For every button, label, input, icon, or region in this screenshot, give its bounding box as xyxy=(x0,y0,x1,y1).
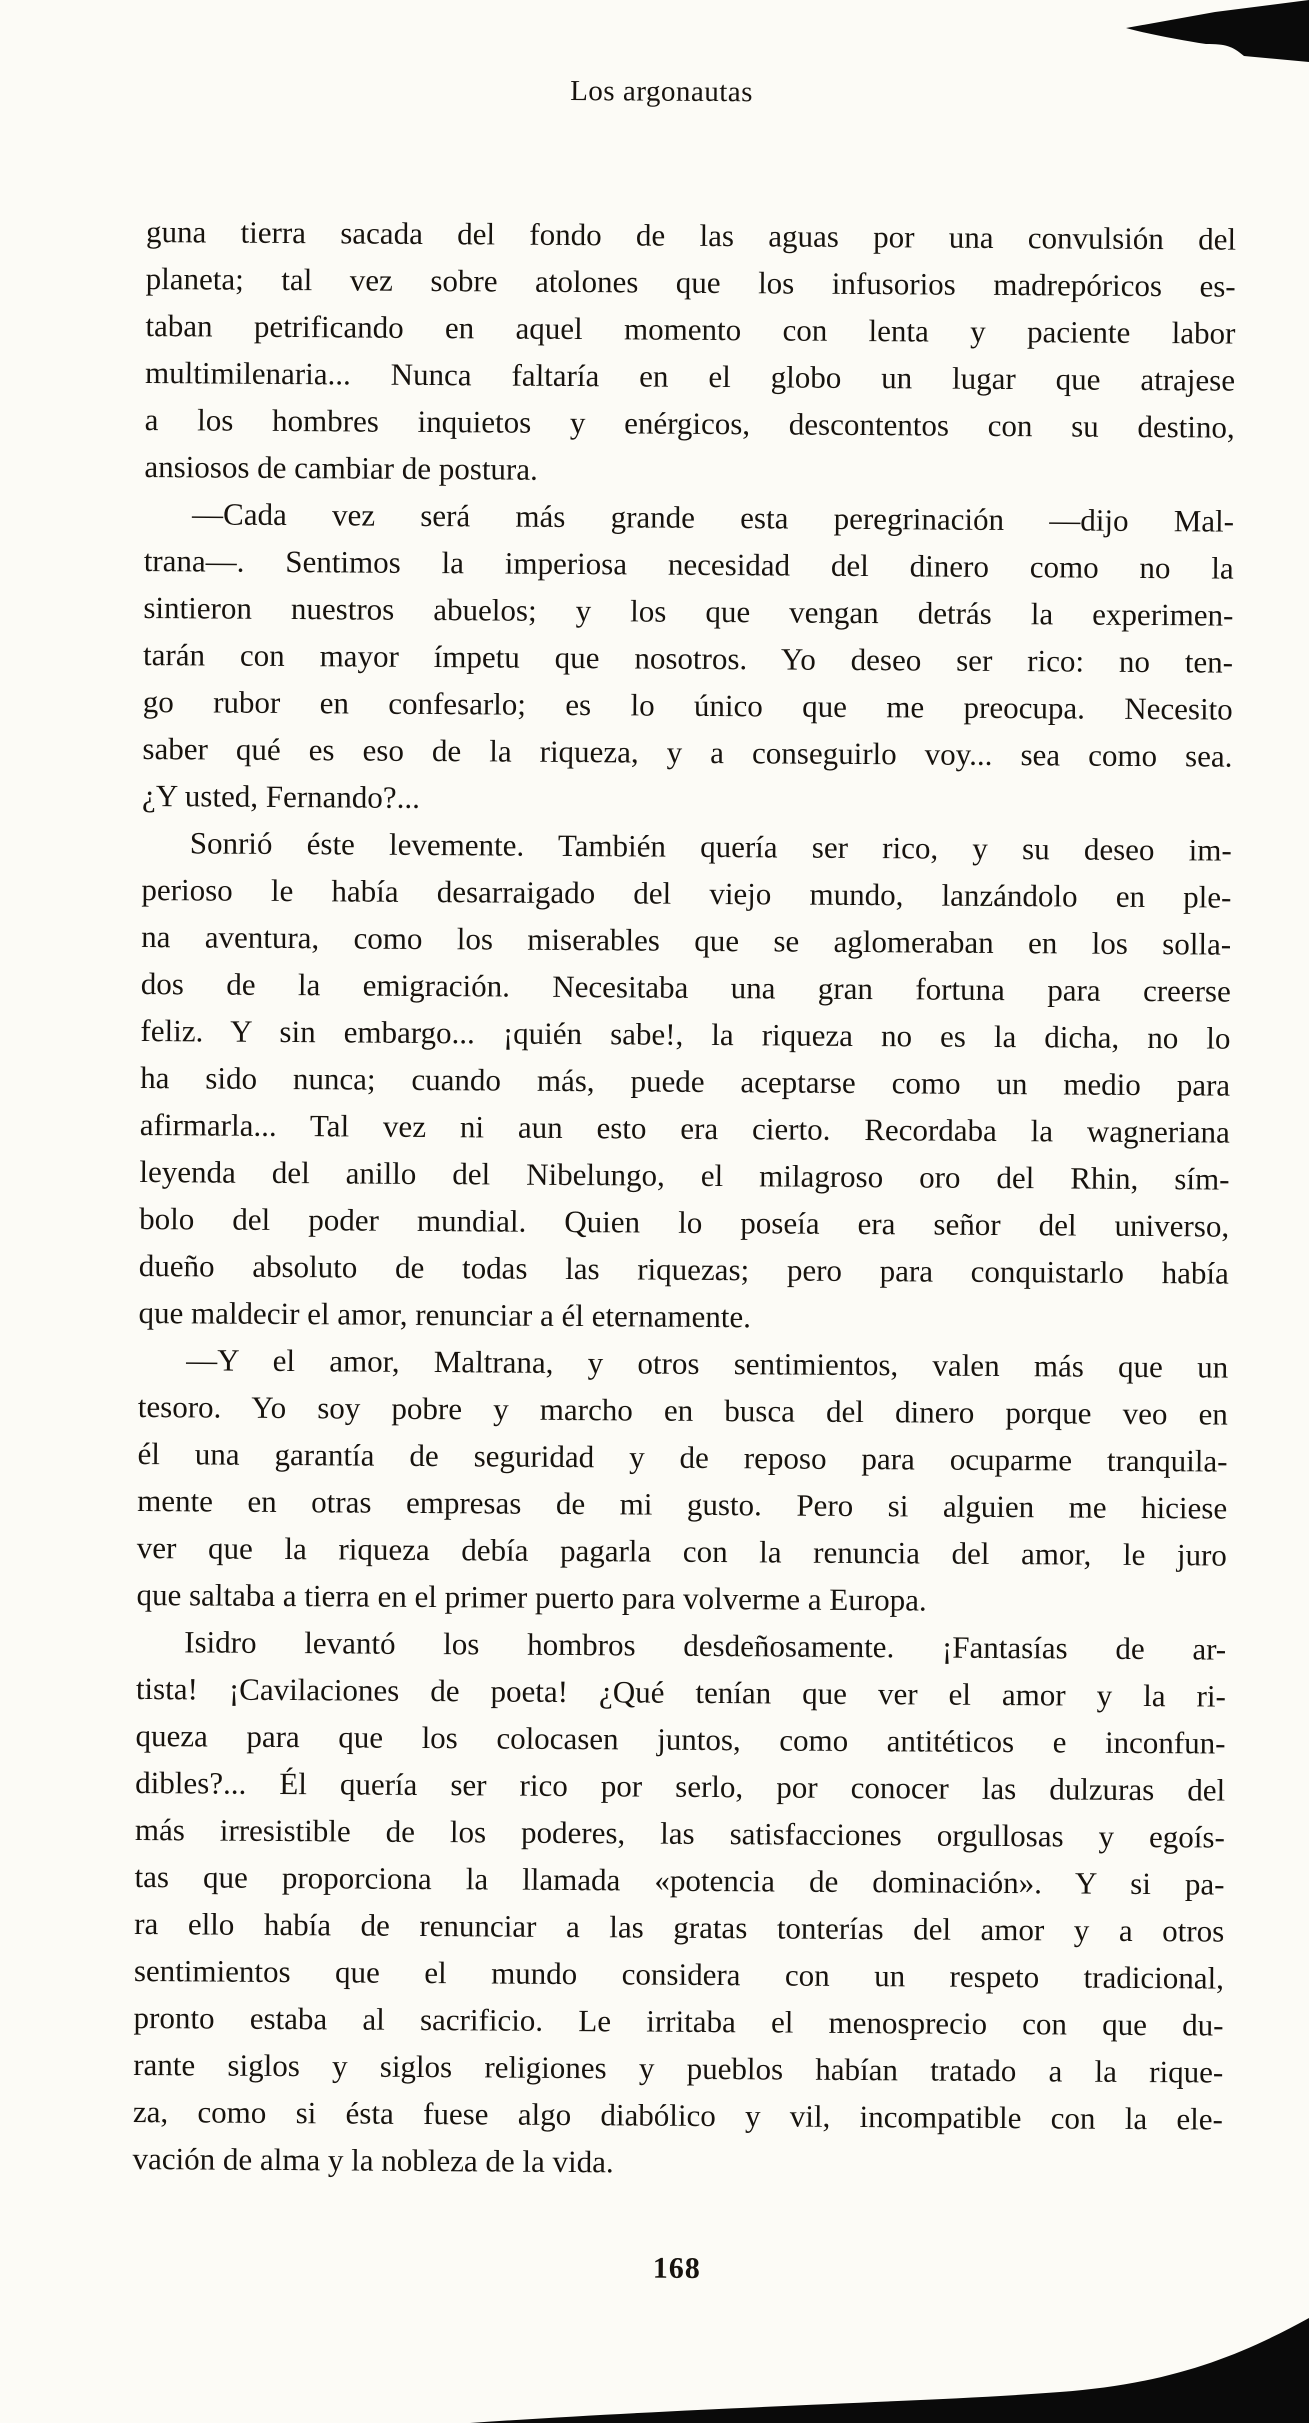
text-line: bolo del poder mundial. Quien lo poseía era señor del universo, xyxy=(139,1200,1230,1244)
paragraph xyxy=(136,1336,1228,1626)
text-line: —Y el amor, Maltrana, y otros sentimientos, valen más que un xyxy=(186,1342,1229,1385)
text-line: guna tierra sacada del fondo de las aguas por una convulsión del xyxy=(145,214,1237,257)
text-line: Sonrió éste levemente. También quería ser rico, y su deseo im- xyxy=(189,825,1232,868)
running-header: Los argonautas xyxy=(570,74,754,109)
text-line: pronto estaba al sacrificio. Le irritaba el menosprecio con que du- xyxy=(133,1999,1224,2043)
text-line: más irresistible de los poderes, las satisfacciones orgullosas y egoís- xyxy=(134,1811,1226,1855)
text-line: tarán con mayor ímpetu que nosotros. Yo deseo ser rico: no ten- xyxy=(142,637,1234,680)
body-text xyxy=(132,208,1236,2190)
text-line: feliz. Y sin embargo... ¡quién sabe!, la riqueza no es la dicha, no lo xyxy=(140,1013,1231,1056)
text-line: perioso le había desarraigado del viejo mundo, lanzándolo en ple- xyxy=(141,872,1232,915)
text-line: planeta; tal vez sobre atolones que los infusorios madrepóricos es- xyxy=(145,261,1236,304)
text-line: tista! ¡Cavilaciones de poeta! ¿Qué tenían que ver el amor y la ri- xyxy=(135,1670,1226,1714)
text-line: sintieron nuestros abuelos; y los que vengan detrás la experimen- xyxy=(143,590,1234,633)
text-line: leyenda del anillo del Nibelungo, el milagroso oro del Rhin, sím- xyxy=(139,1153,1230,1197)
text-line: za, como si ésta fuese algo diabólico y vil, incompatible con la ele- xyxy=(132,2093,1224,2137)
text-line: —Cada vez será más grande esta peregrinación —dijo Mal- xyxy=(191,496,1235,539)
text-line: queza para que los colocasen juntos, como antitéticos e inconfun- xyxy=(135,1717,1226,1761)
text-line: que saltaba a tierra en el primer puerto para volverme a Europa. xyxy=(136,1576,927,1618)
text-line: dibles?... Él quería ser rico por serlo, por conocer las dulzuras del xyxy=(135,1764,1226,1808)
text-line: vación de alma y la nobleza de la vida. xyxy=(132,2140,614,2180)
text-line: na aventura, como los miserables que se aglomeraban en los solla- xyxy=(141,919,1232,962)
text-line: ver que la riqueza debía pagarla con la renuncia del amor, le juro xyxy=(136,1529,1227,1573)
text-line: rante siglos y siglos religiones y pueblos habían tratado a la rique- xyxy=(133,2046,1224,2090)
text-line: dos de la emigración. Necesitaba una gran fortuna para creerse xyxy=(140,966,1231,1009)
page-number: 168 xyxy=(652,2251,701,2285)
text-line: ra ello había de renunciar a las gratas tonterías del amor y a otros xyxy=(134,1905,1225,1949)
text-line: go rubor en confesarlo; es lo único que me preocupa. Necesito xyxy=(142,684,1233,727)
text-line: trana—. Sentimos la imperiosa necesidad del dinero como no la xyxy=(143,543,1234,586)
text-line: sentimientos que el mundo considera con un respeto tradicional, xyxy=(133,1952,1225,1996)
text-line: tesoro. Yo soy pobre y marcho en busca del dinero porque veo en xyxy=(137,1388,1228,1432)
text-line: que maldecir el amor, renunciar a él eternamente. xyxy=(138,1294,752,1335)
text-line: afirmarla... Tal vez ni aun esto era cierto. Recordaba la wagneriana xyxy=(139,1106,1230,1150)
text-line: mente en otras empresas de mi gusto. Pero si alguien me hiciese xyxy=(137,1482,1228,1526)
paragraph xyxy=(138,819,1232,1344)
paragraph xyxy=(142,490,1234,827)
text-line: saber qué es eso de la riqueza, y a conseguirlo voy... sea como sea. xyxy=(142,731,1233,774)
text-line: dueño absoluto de todas las riquezas; pero para conquistarlo había xyxy=(138,1247,1229,1291)
text-line: él una garantía de seguridad y de reposo para ocuparme tranquila- xyxy=(137,1435,1228,1479)
text-line: a los hombres inquietos y enérgicos, descontentos con su destino, xyxy=(144,402,1235,445)
paragraph xyxy=(144,208,1236,498)
text-line: ¿Y usted, Fernando?... xyxy=(142,778,421,815)
paragraph xyxy=(132,1618,1226,2190)
text-line: ansiosos de cambiar de postura. xyxy=(144,449,538,487)
text-line: taban petrificando en aquel momento con lenta y paciente labor xyxy=(145,308,1236,351)
text-line: ha sido nunca; cuando más, puede aceptarse como un medio para xyxy=(140,1060,1231,1103)
text-line: Isidro levantó los hombros desdeñosamente. ¡Fantasías de ar- xyxy=(184,1624,1227,1667)
text-line: tas que proporciona la llamada «potencia de dominación». Y si pa- xyxy=(134,1858,1225,1902)
text-line: multimilenaria... Nunca faltaría en el globo un lugar que atrajese xyxy=(144,355,1236,398)
